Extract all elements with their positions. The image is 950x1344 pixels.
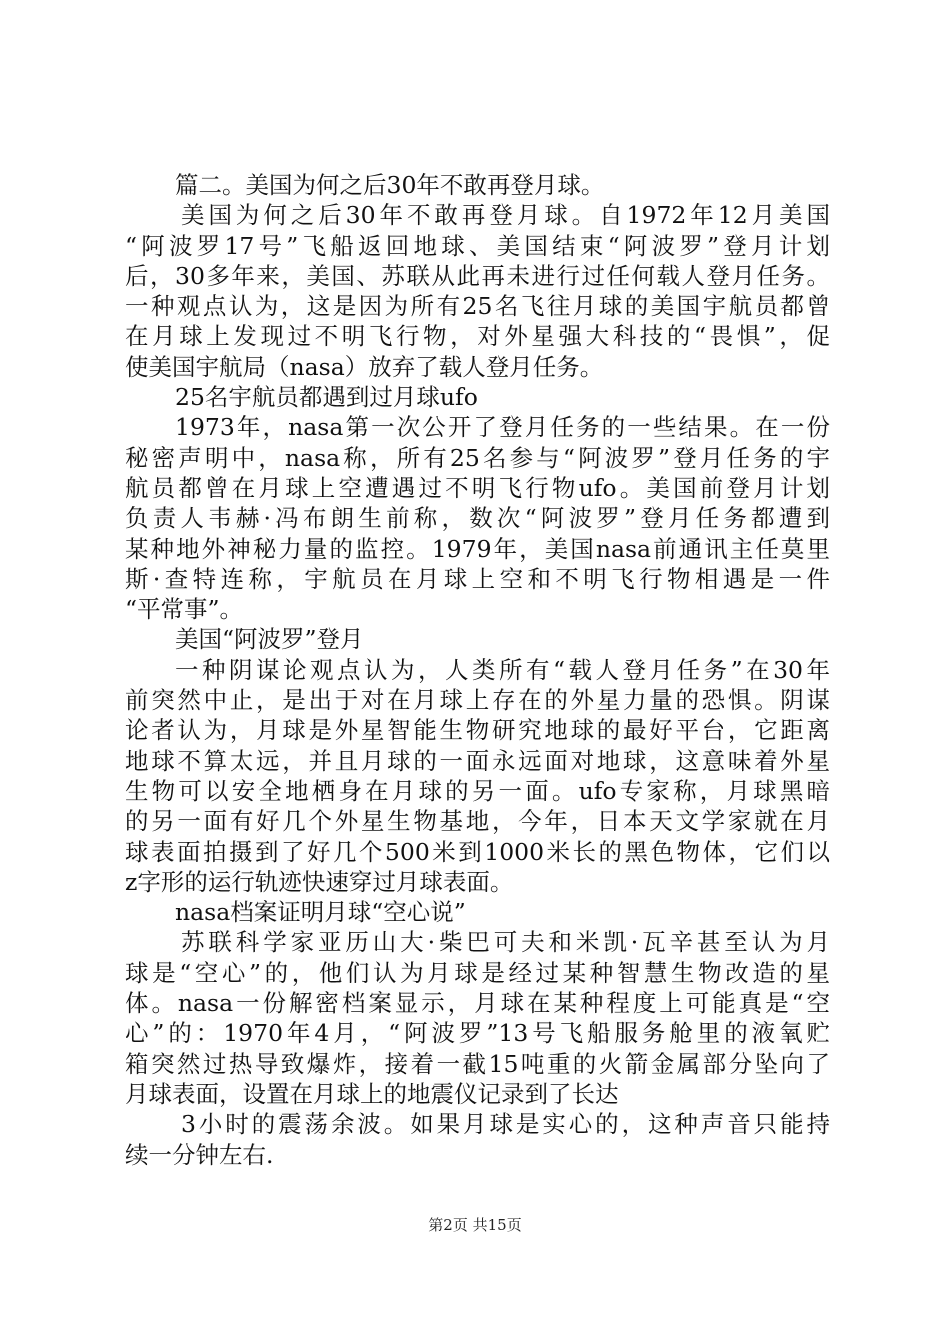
paragraph-line: 使美国宇航局（nasa）放弃了载人登月任务。 bbox=[125, 352, 604, 381]
paragraph-line: 续一分钟左右. bbox=[125, 1140, 274, 1169]
paragraph-line: 美国为何之后30年不敢再登月球。自1972年12月美国 bbox=[181, 201, 830, 230]
paragraph-line: 月球表面，设置在月球上的地震仪记录到了长达 bbox=[125, 1079, 619, 1108]
paragraph-line: 后，30多年来，美国、苏联从此再未进行过任何载人登月任务。 bbox=[125, 261, 830, 290]
paragraph-line: “平常事”。 bbox=[125, 595, 244, 624]
subheading: 25名宇航员都遇到过月球ufo bbox=[175, 383, 478, 412]
paragraph-line: 地球不算太远，并且月球的一面永远面对地球，这意味着外星 bbox=[125, 746, 830, 775]
paragraph-line: z字形的运行轨迹快速穿过月球表面。 bbox=[125, 867, 514, 896]
paragraph-line: 一种阴谋论观点认为，人类所有“载人登月任务”在30年 bbox=[175, 655, 830, 684]
paragraph-line: 一种观点认为，这是因为所有25名飞往月球的美国宇航员都曾 bbox=[125, 292, 830, 321]
paragraph-line: 球是“空心”的，他们认为月球是经过某种智慧生物改造的星 bbox=[125, 958, 830, 987]
paragraph-line: 箱突然过热导致爆炸，接着一截15吨重的火箭金属部分坠向了 bbox=[125, 1049, 830, 1078]
paragraph-line: 某种地外神秘力量的监控。1979年，美国nasa前通讯主任莫里 bbox=[125, 534, 830, 563]
paragraph-line: 航员都曾在月球上空遭遇过不明飞行物ufo。美国前登月计划 bbox=[125, 473, 830, 502]
paragraph-line: 论者认为，月球是外星智能生物研究地球的最好平台，它距离 bbox=[125, 716, 830, 745]
paragraph-line: 的另一面有好几个外星生物基地，今年，日本天文学家就在月 bbox=[125, 807, 830, 836]
paragraph-line: 斯·查特连称，宇航员在月球上空和不明飞行物相遇是一件 bbox=[125, 564, 830, 593]
paragraph-line: 在月球上发现过不明飞行物，对外星强大科技的“畏惧”，促 bbox=[125, 322, 830, 351]
paragraph-line: 体。nasa一份解密档案显示，月球在某种程度上可能真是“空 bbox=[125, 989, 830, 1018]
paragraph-line: 3小时的震荡余波。如果月球是实心的，这种声音只能持 bbox=[181, 1110, 830, 1139]
paragraph-line: 苏联科学家亚历山大·柴巴可夫和米凯·瓦辛甚至认为月 bbox=[181, 928, 830, 957]
section-heading: 篇二。美国为何之后30年不敢再登月球。 bbox=[175, 171, 605, 199]
paragraph-line: 心”的：1970年4月，“阿波罗”13号飞船服务舱里的液氧贮 bbox=[125, 1019, 830, 1048]
paragraph-line: 生物可以安全地栖身在月球的另一面。ufo专家称，月球黑暗 bbox=[125, 776, 830, 805]
paragraph-line: 球表面拍摄到了好几个500米到1000米长的黑色物体，它们以 bbox=[125, 837, 830, 866]
paragraph-line: 秘密声明中，nasa称，所有25名参与“阿波罗”登月任务的宇 bbox=[125, 443, 830, 472]
paragraph-line: 负责人韦赫·冯布朗生前称，数次“阿波罗”登月任务都遭到 bbox=[125, 504, 830, 533]
subheading: nasa档案证明月球“空心说” bbox=[175, 898, 466, 927]
page-footer bbox=[0, 1215, 950, 1235]
paragraph-line: 前突然中止，是出于对在月球上存在的外星力量的恐惧。阴谋 bbox=[125, 686, 830, 715]
page-number: 第2页 共15页 bbox=[428, 1216, 522, 1234]
subheading: 美国“阿波罗”登月 bbox=[175, 625, 364, 654]
paragraph-line: 1973年，nasa第一次公开了登月任务的一些结果。在一份 bbox=[175, 413, 830, 442]
paragraph-line: “阿波罗17号”飞船返回地球、美国结束“阿波罗”登月计划 bbox=[125, 231, 830, 260]
document-body bbox=[125, 170, 830, 1170]
